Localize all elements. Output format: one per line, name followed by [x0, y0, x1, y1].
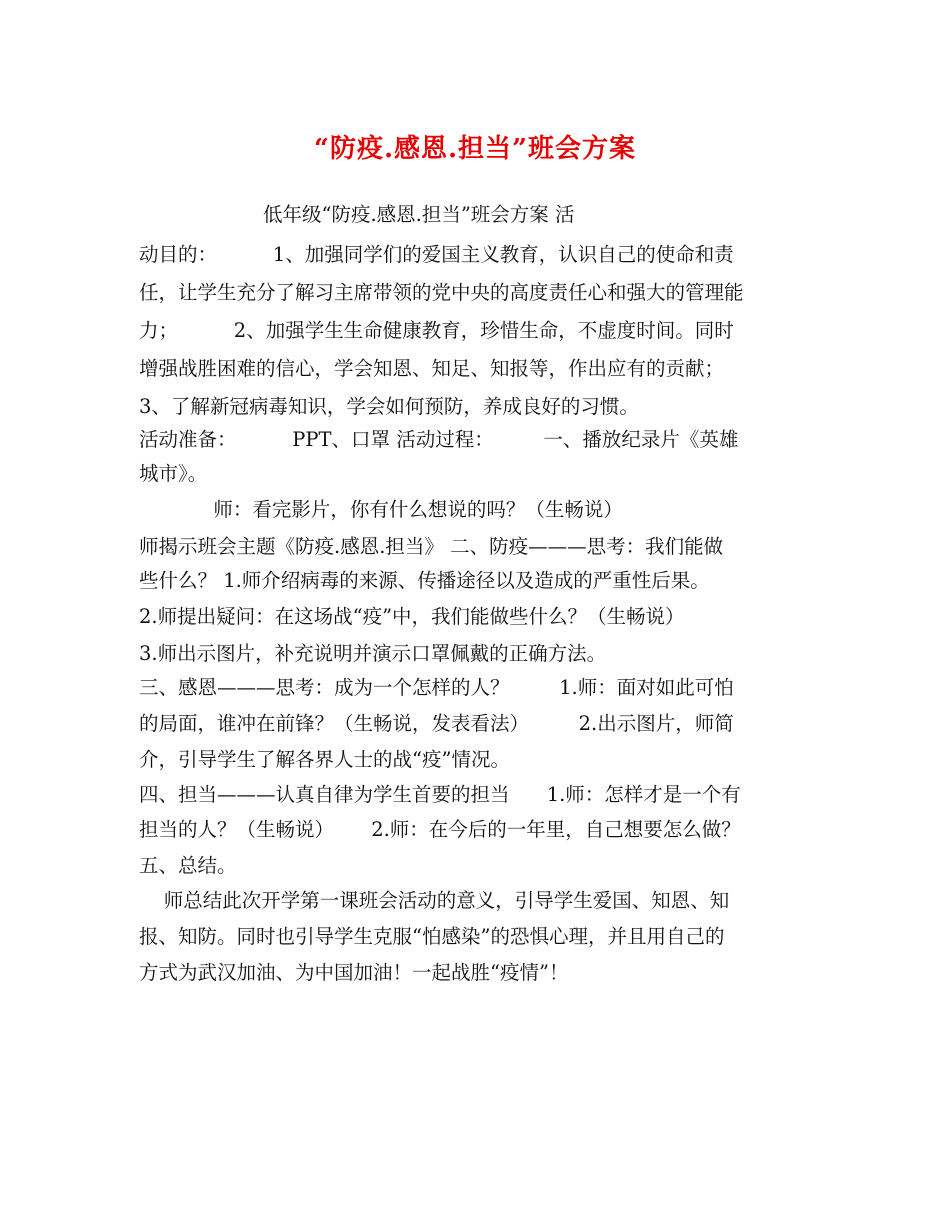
body-line: 3、了解新冠病毒知识，学会如何预防，养成良好的习惯。: [139, 395, 639, 418]
body-line: 介，引导学生了解各界人士的战“疫”情况。: [139, 748, 510, 771]
body-line: 的局面，谁冲在前锋？（生畅说，发表看法） 2.出示图片，师简: [139, 712, 734, 735]
body-line: 活动准备： PPT、口罩 活动过程： 一、播放纪录片《英雄: [139, 428, 739, 451]
body-line: 城市》。: [139, 462, 208, 485]
body-line: 师：看完影片，你有什么想说的吗？（生畅说）: [139, 498, 623, 521]
body-line: 报、知防。同时也引导学生克服“怕感染”的恐惧心理，并且用自己的: [139, 925, 725, 948]
body-line: 些什么？ 1.师介绍病毒的来源、传播途径以及造成的严重性后果。: [139, 569, 710, 592]
body-line: 增强战胜困难的信心，学会知恩、知足、知报等，作出应有的贡献；: [139, 357, 725, 380]
body-line: 方式为武汉加油、为中国加油！一起战胜“疫情”！: [139, 961, 569, 984]
body-line: 动目的： 1、加强同学们的爱国主义教育，认识自己的使命和责: [139, 243, 734, 266]
body-line: 五、总结。: [139, 854, 237, 877]
body-line: 力； 2、加强学生生命健康教育，珍惜生命，不虚度时间。同时: [139, 319, 734, 342]
body-line: 3.师出示图片，补充说明并演示口罩佩戴的正确方法。: [139, 642, 607, 665]
body-line: 2.师提出疑问：在这场战“疫”中，我们能做些什么？（生畅说）: [139, 605, 685, 628]
document-title: “防疫.感恩.担当”班会方案: [313, 134, 636, 164]
body-line: 师揭示班会主题《防疫.感恩.担当》 二、防疫———思考：我们能做: [139, 535, 724, 558]
body-line: 担当的人？（生畅说） 2.师：在今后的一年里，自己想要怎么做？: [139, 818, 741, 841]
body-line: 四、担当———认真自律为学生首要的担当 1.师：怎样才是一个有: [139, 783, 741, 806]
body-line: 任，让学生充分了解习主席带领的党中央的高度责任心和强大的管理能: [139, 281, 744, 304]
body-line: 低年级“防疫.感恩.担当”班会方案 活: [139, 203, 575, 226]
body-line: 师总结此次开学第一课班会活动的意义，引导学生爱国、知恩、知: [139, 889, 730, 912]
body-line: 三、感恩———思考：成为一个怎样的人？ 1.师：面对如此可怕: [139, 676, 734, 699]
